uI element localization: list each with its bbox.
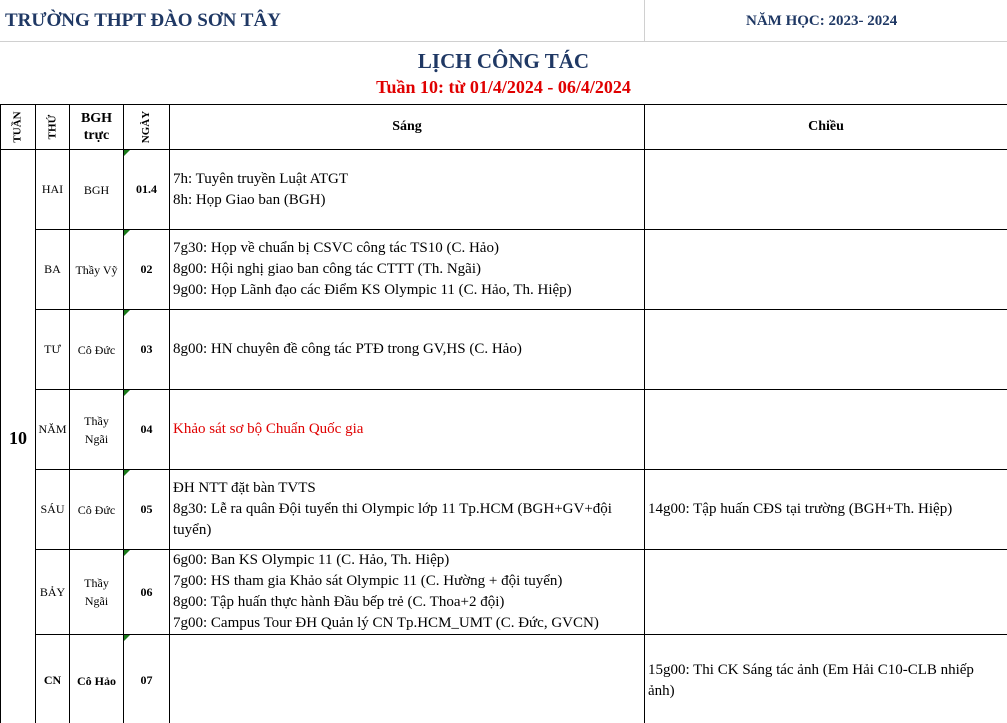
afternoon-activities bbox=[645, 390, 1007, 470]
weekday-cell: NĂM bbox=[36, 390, 70, 470]
table-row bbox=[1, 310, 1007, 390]
weekday-cell: BẢY bbox=[36, 550, 70, 635]
date-cell: 01.4 bbox=[124, 150, 170, 230]
table-row bbox=[1, 635, 1007, 723]
activity-line: 8g00: Hội nghị giao ban công tác CTTT (Th. Ngãi) bbox=[173, 261, 481, 277]
afternoon-activities bbox=[645, 230, 1007, 310]
weekday-cell: BA bbox=[36, 230, 70, 310]
bgh-duty-cell bbox=[70, 150, 124, 230]
schedule-table bbox=[0, 104, 1007, 723]
bgh-duty-name: Cô Đức bbox=[77, 342, 116, 357]
school-year-cell bbox=[645, 0, 1007, 42]
date-cell: 03 bbox=[124, 310, 170, 390]
bgh-duty-cell bbox=[70, 550, 124, 635]
morning-highlight: Khảo sát sơ bộ Chuẩn Quốc gia bbox=[173, 421, 364, 437]
afternoon-activities bbox=[645, 310, 1007, 390]
morning-activities bbox=[170, 635, 645, 723]
date-cell: 06 bbox=[124, 550, 170, 635]
activity-line: 8g00: Tập huấn thực hành Đầu bếp trẻ (C. Thoa+2 đội) bbox=[173, 594, 505, 610]
bgh-duty-name: BGH bbox=[83, 182, 110, 197]
bgh-duty-name: Ngãi bbox=[84, 594, 109, 608]
table-row bbox=[1, 550, 1007, 635]
header-week: TUẦN bbox=[1, 105, 36, 150]
bgh-duty-name: Thầy Vỹ bbox=[75, 262, 118, 277]
week-number: 10 bbox=[1, 150, 36, 723]
afternoon-activities bbox=[645, 550, 1007, 635]
table-header-row bbox=[1, 105, 1007, 150]
morning-activities bbox=[170, 230, 645, 310]
week-subtitle: Tuần 10: từ 01/4/2024 - 06/4/2024 bbox=[376, 77, 631, 97]
bgh-duty-name: Thầy bbox=[84, 413, 109, 428]
date-cell: 07 bbox=[124, 635, 170, 723]
header-weekday: THỨ bbox=[36, 105, 70, 150]
date-cell: 05 bbox=[124, 470, 170, 550]
activity-line: 15g00: Thi CK Sáng tác ảnh (Em Hải C10-CLB nhiếp ảnh) bbox=[648, 661, 974, 699]
activity-line: 7g00: HS tham gia Khảo sát Olympic 11 (C. Hường + đội tuyển) bbox=[173, 573, 563, 589]
school-year: NĂM HỌC: 2023- 2024 bbox=[746, 13, 898, 29]
header-date: NGÀY bbox=[124, 105, 170, 150]
activity-line: 9g00: Họp Lãnh đạo các Điểm KS Olympic 11 (C. Hảo, Th. Hiệp) bbox=[173, 282, 572, 298]
table-row bbox=[1, 230, 1007, 310]
bgh-duty-cell bbox=[70, 230, 124, 310]
table-row bbox=[1, 150, 1007, 230]
activity-line: 8g00: HN chuyên đề công tác PTĐ trong GV,HS (C. Hảo) bbox=[173, 341, 522, 357]
header-bgh: BGH trực bbox=[70, 105, 124, 150]
morning-activities bbox=[170, 310, 645, 390]
page-title: LỊCH CÔNG TÁC bbox=[417, 49, 590, 73]
school-name: TRƯỜNG THPT ĐÀO SƠN TÂY bbox=[5, 10, 281, 31]
bgh-duty-name: Thầy bbox=[84, 576, 109, 590]
table-row bbox=[1, 390, 1007, 470]
header-afternoon: Chiều bbox=[645, 105, 1007, 150]
bgh-duty-cell bbox=[70, 310, 124, 390]
table-row bbox=[1, 470, 1007, 550]
afternoon-activities bbox=[645, 470, 1007, 550]
morning-activities bbox=[170, 150, 645, 230]
weekday-cell: TƯ bbox=[36, 310, 70, 390]
activity-line: 7h: Tuyên truyền Luật ATGT bbox=[173, 170, 348, 187]
afternoon-activities bbox=[645, 635, 1007, 723]
bgh-duty-cell bbox=[70, 390, 124, 470]
bgh-duty-name: Cô Đức bbox=[77, 502, 116, 517]
weekday-cell: CN bbox=[36, 635, 70, 723]
weekday-cell: HAI bbox=[36, 150, 70, 230]
date-cell: 04 bbox=[124, 390, 170, 470]
activity-line: 7g30: Họp về chuẩn bị CSVC công tác TS10 (C. Hảo) bbox=[173, 240, 499, 256]
activity-line: 7g00: Campus Tour ĐH Quản lý CN Tp.HCM_UMT (C. Đức, GVCN) bbox=[173, 615, 599, 631]
morning-activities bbox=[170, 470, 645, 550]
bgh-duty-cell bbox=[70, 470, 124, 550]
morning-activities bbox=[170, 390, 645, 470]
date-cell: 02 bbox=[124, 230, 170, 310]
activity-line: 8g30: Lễ ra quân Đội tuyển thi Olympic lớp 11 Tp.HCM (BGH+GV+đội tuyển) bbox=[173, 501, 612, 538]
morning-activities bbox=[170, 550, 645, 635]
afternoon-activities bbox=[645, 150, 1007, 230]
weekday-cell: SÁU bbox=[36, 470, 70, 550]
activity-line: ĐH NTT đặt bàn TVTS bbox=[173, 480, 316, 496]
activity-line: 14g00: Tập huấn CĐS tại trường (BGH+Th. Hiệp) bbox=[648, 501, 953, 517]
bgh-duty-cell bbox=[70, 635, 124, 723]
bgh-duty-name: Ngãi bbox=[84, 431, 109, 446]
bgh-duty-name: Cô Hảo bbox=[77, 673, 116, 688]
school-name-cell bbox=[0, 0, 645, 42]
header-morning: Sáng bbox=[170, 105, 645, 150]
activity-line: 8h: Họp Giao ban (BGH) bbox=[173, 191, 326, 208]
activity-line: 6g00: Ban KS Olympic 11 (C. Hảo, Th. Hiệp) bbox=[173, 552, 450, 568]
